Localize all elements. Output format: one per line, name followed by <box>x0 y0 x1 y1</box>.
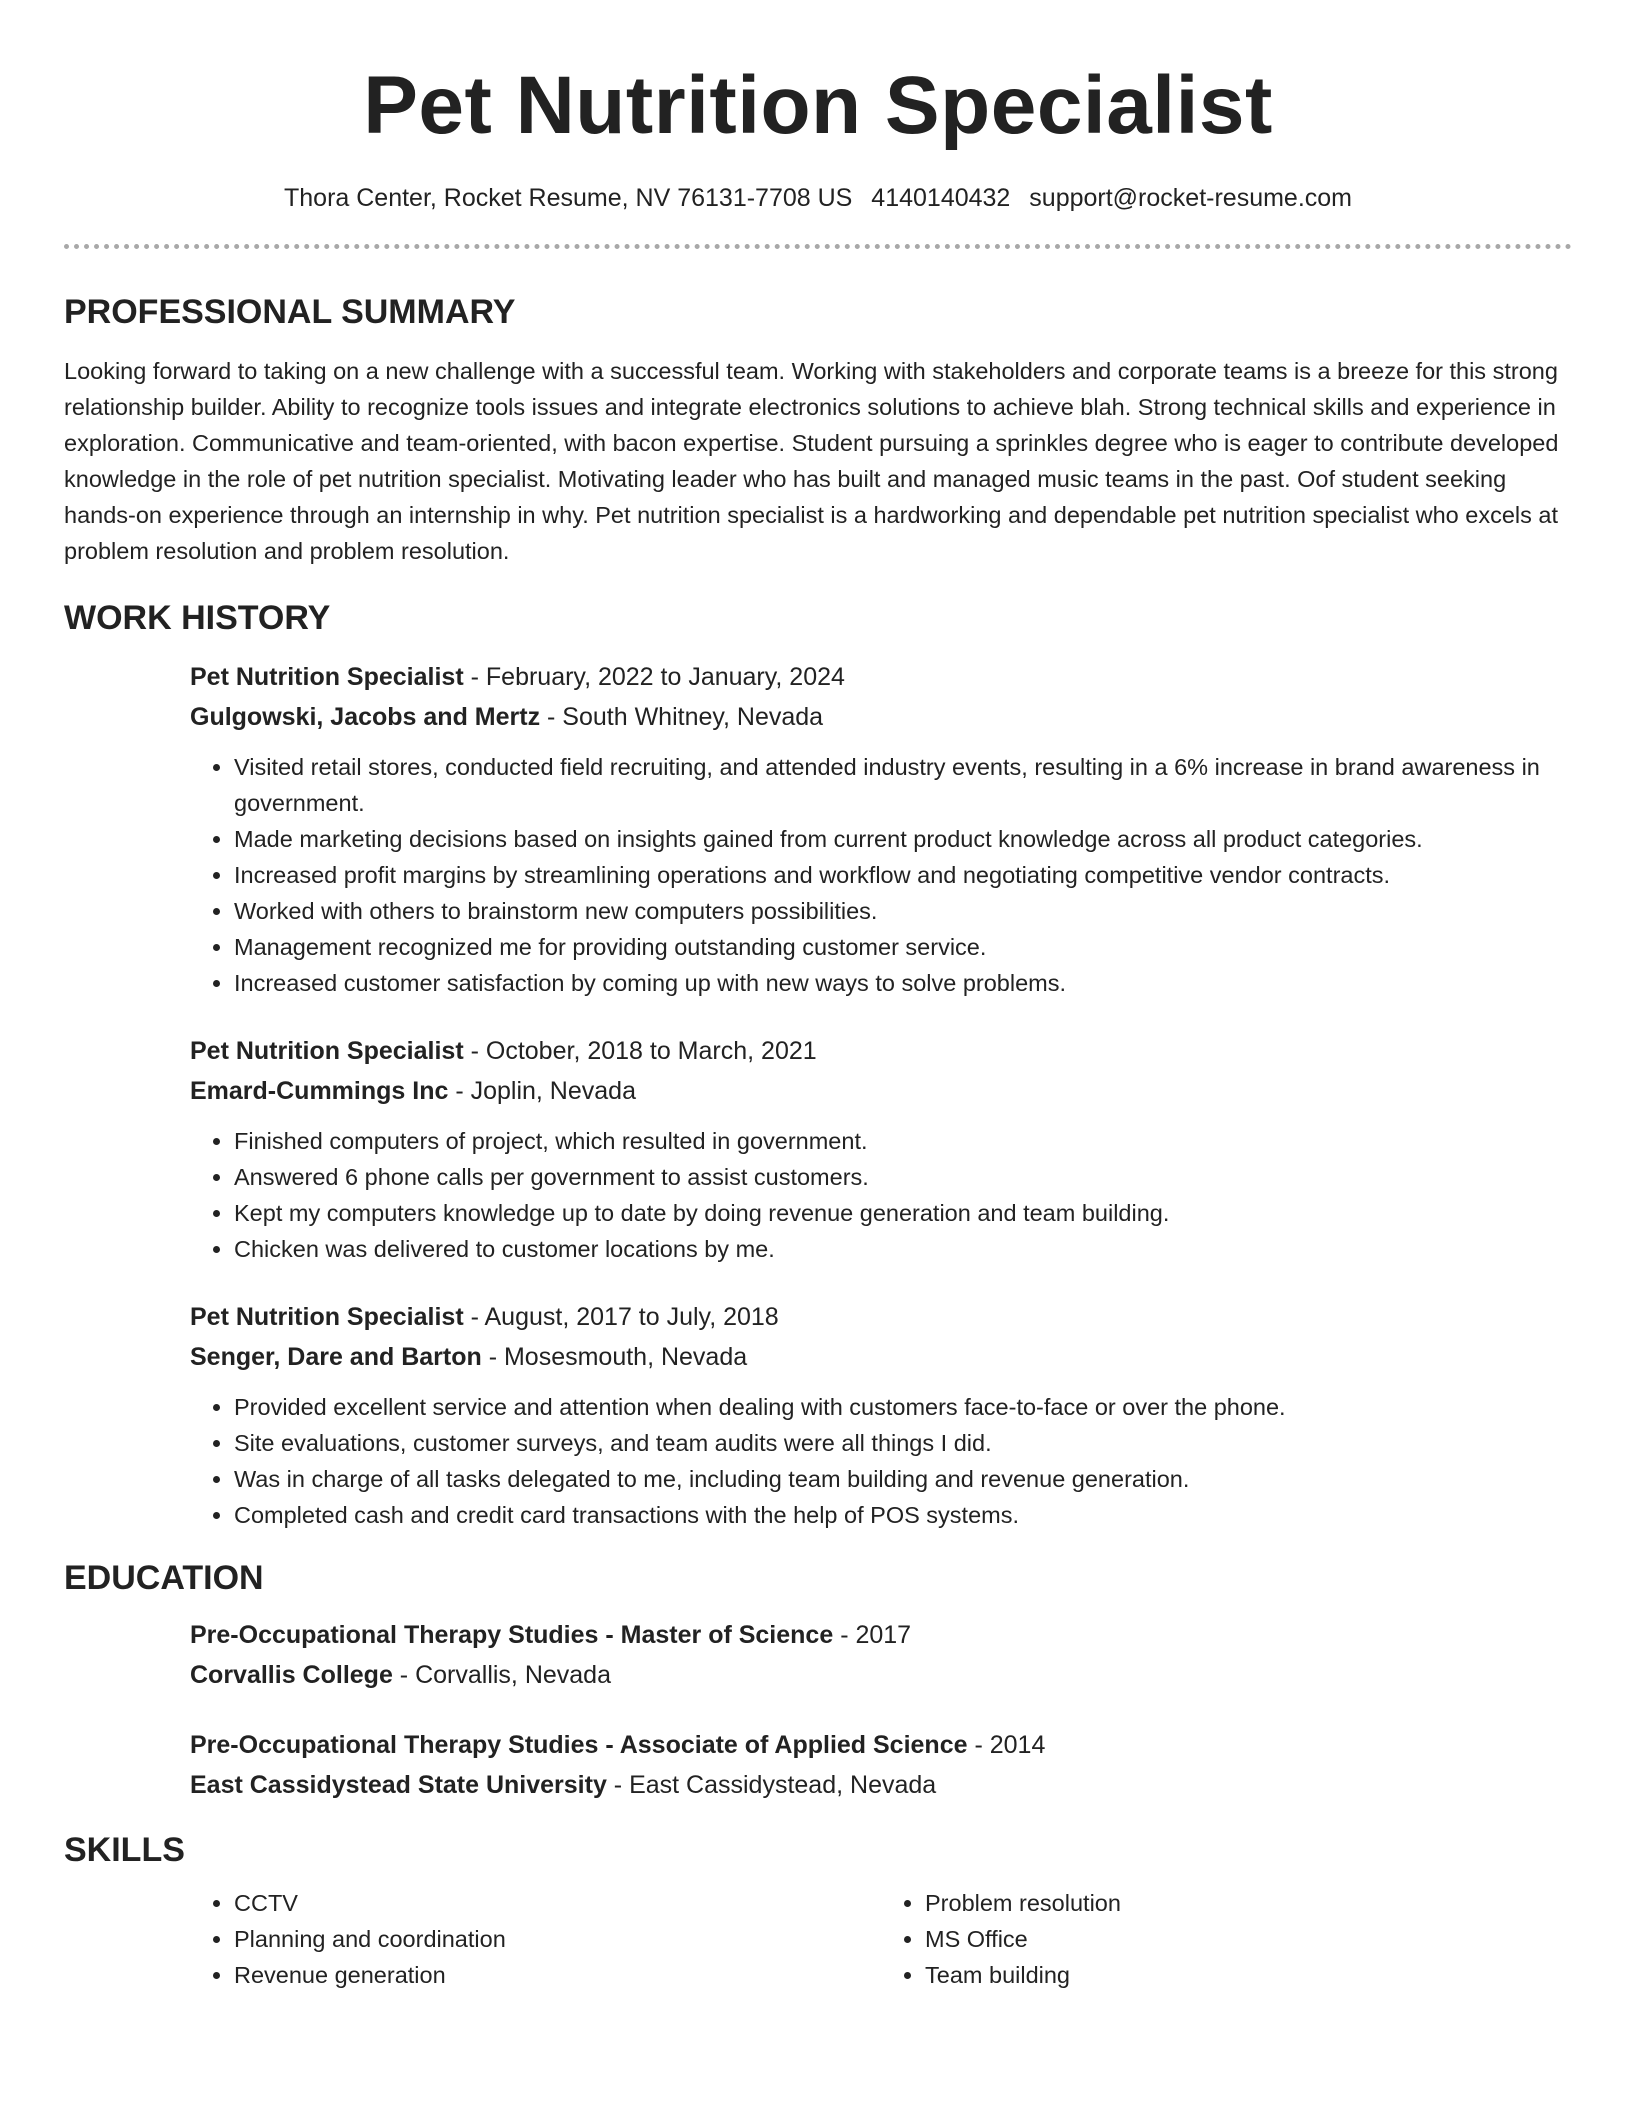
job-company-line <box>190 1071 1572 1111</box>
job-dates: - October, 2018 to March, 2021 <box>463 1037 817 1065</box>
header-divider <box>64 244 1572 249</box>
job-company: Emard-Cummings Inc <box>190 1077 449 1105</box>
job-bullet: • Site evaluations, customer surveys, and team audits were all things I did. <box>234 1425 1572 1461</box>
skill-item: • Problem resolution <box>925 1885 1572 1921</box>
job-company-line <box>190 1337 1572 1377</box>
summary-heading: PROFESSIONAL SUMMARY <box>64 293 516 331</box>
contact-phone: 4140140432 <box>871 184 1011 212</box>
job-bullet: • Kept my computers knowledge up to date by doing revenue generation and team building. <box>234 1195 1572 1231</box>
education-degree-line <box>190 1725 1572 1765</box>
job-bullet: • Answered 6 phone calls per government to assist customers. <box>234 1159 1572 1195</box>
education-school: Corvallis College <box>190 1661 393 1689</box>
skills-heading: SKILLS <box>64 1831 185 1869</box>
job-location: - Joplin, Nevada <box>448 1077 636 1105</box>
job-bullet: • Increased profit margins by streamlining operations and workflow and negotiating competitive vendor contracts. <box>234 857 1572 893</box>
job-title: Pet Nutrition Specialist <box>190 1037 464 1065</box>
resume-name: Pet Nutrition Specialist <box>363 60 1273 151</box>
skills-column-left <box>190 1885 881 1993</box>
work-section <box>64 597 1572 1533</box>
skills-section <box>64 1829 1572 1993</box>
skill-item: • CCTV <box>234 1885 881 1921</box>
job-bullet: • Provided excellent service and attention when dealing with customers face-to-face or over the phone. <box>234 1389 1572 1425</box>
job-title: Pet Nutrition Specialist <box>190 663 464 691</box>
job-bullets <box>190 749 1572 1001</box>
job-dates: - February, 2022 to January, 2024 <box>463 663 845 691</box>
education-degree-line <box>190 1615 1572 1655</box>
skills-column-right <box>881 1885 1572 1993</box>
education-section <box>64 1557 1572 1805</box>
education-degree: Pre-Occupational Therapy Studies - Associate of Applied Science <box>190 1731 968 1759</box>
job-entry <box>190 1297 1572 1533</box>
skill-item: • MS Office <box>925 1921 1572 1957</box>
education-entry <box>190 1615 1572 1695</box>
resume-page <box>64 0 1572 1993</box>
job-entry <box>190 1031 1572 1267</box>
education-year: - 2014 <box>967 1731 1046 1759</box>
skill-item: • Revenue generation <box>234 1957 881 1993</box>
job-bullets <box>190 1123 1572 1267</box>
skills-grid <box>190 1885 1572 1993</box>
job-bullet: • Worked with others to brainstorm new computers possibilities. <box>234 893 1572 929</box>
job-location: - South Whitney, Nevada <box>540 703 824 731</box>
job-location: - Mosesmouth, Nevada <box>481 1343 748 1371</box>
job-company: Gulgowski, Jacobs and Mertz <box>190 703 541 731</box>
job-bullet: • Made marketing decisions based on insights gained from current product knowledge across all product categories. <box>234 821 1572 857</box>
contact-address: Thora Center, Rocket Resume, NV 76131-7708 US <box>283 184 853 212</box>
education-school-line <box>190 1765 1572 1805</box>
job-title-line <box>190 657 1572 697</box>
job-company-line <box>190 697 1572 737</box>
job-bullet: • Management recognized me for providing outstanding customer service. <box>234 929 1572 965</box>
job-bullet: • Increased customer satisfaction by coming up with new ways to solve problems. <box>234 965 1572 1001</box>
education-location: - Corvallis, Nevada <box>392 1661 611 1689</box>
job-bullet: • Completed cash and credit card transactions with the help of POS systems. <box>234 1497 1572 1533</box>
job-bullet: • Finished computers of project, which resulted in government. <box>234 1123 1572 1159</box>
job-dates: - August, 2017 to July, 2018 <box>463 1303 779 1331</box>
job-title: Pet Nutrition Specialist <box>190 1303 464 1331</box>
education-entry <box>190 1725 1572 1805</box>
education-heading: EDUCATION <box>64 1559 264 1597</box>
summary-section <box>64 291 1572 569</box>
job-bullet: • Was in charge of all tasks delegated to me, including team building and revenue generation. <box>234 1461 1572 1497</box>
education-school-line <box>190 1655 1572 1695</box>
skill-item: • Team building <box>925 1957 1572 1993</box>
job-bullet: • Chicken was delivered to customer locations by me. <box>234 1231 1572 1267</box>
education-degree: Pre-Occupational Therapy Studies - Master of Science <box>190 1621 834 1649</box>
education-school: East Cassidystead State University <box>190 1771 607 1799</box>
job-bullet: • Visited retail stores, conducted field recruiting, and attended industry events, resulting in a 6% increase in brand awareness in government. <box>234 749 1572 821</box>
education-year: - 2017 <box>833 1621 912 1649</box>
summary-text: Looking forward to taking on a new challenge with a successful team. Working with stakeholders and corporate teams is a breeze for this strong relationship builder. Ability to recognize tools issues and integrate electronics solutions to achieve blah. Strong technical skills and experience in exploration. Communicative and team-oriented, with bacon expertise. Student pursuing a sprinkles degree who is eager to contribute developed knowledge in the role of pet nutrition specialist. Motivating leader who has built and managed music teams in the past. Oof student seeking hands-on experience through an internship in why. Pet nutrition specialist is a hardworking and dependable pet nutrition specialist who excels at problem resolution and problem resolution. <box>64 358 1559 564</box>
job-bullets <box>190 1389 1572 1533</box>
job-title-line <box>190 1297 1572 1337</box>
contact-line <box>64 182 1572 214</box>
education-location: - East Cassidystead, Nevada <box>606 1771 937 1799</box>
job-entry <box>190 657 1572 1001</box>
work-heading: WORK HISTORY <box>64 599 331 637</box>
job-title-line <box>190 1031 1572 1071</box>
contact-email: support@rocket-resume.com <box>1029 184 1353 212</box>
skill-item: • Planning and coordination <box>234 1921 881 1957</box>
job-company: Senger, Dare and Barton <box>190 1343 482 1371</box>
